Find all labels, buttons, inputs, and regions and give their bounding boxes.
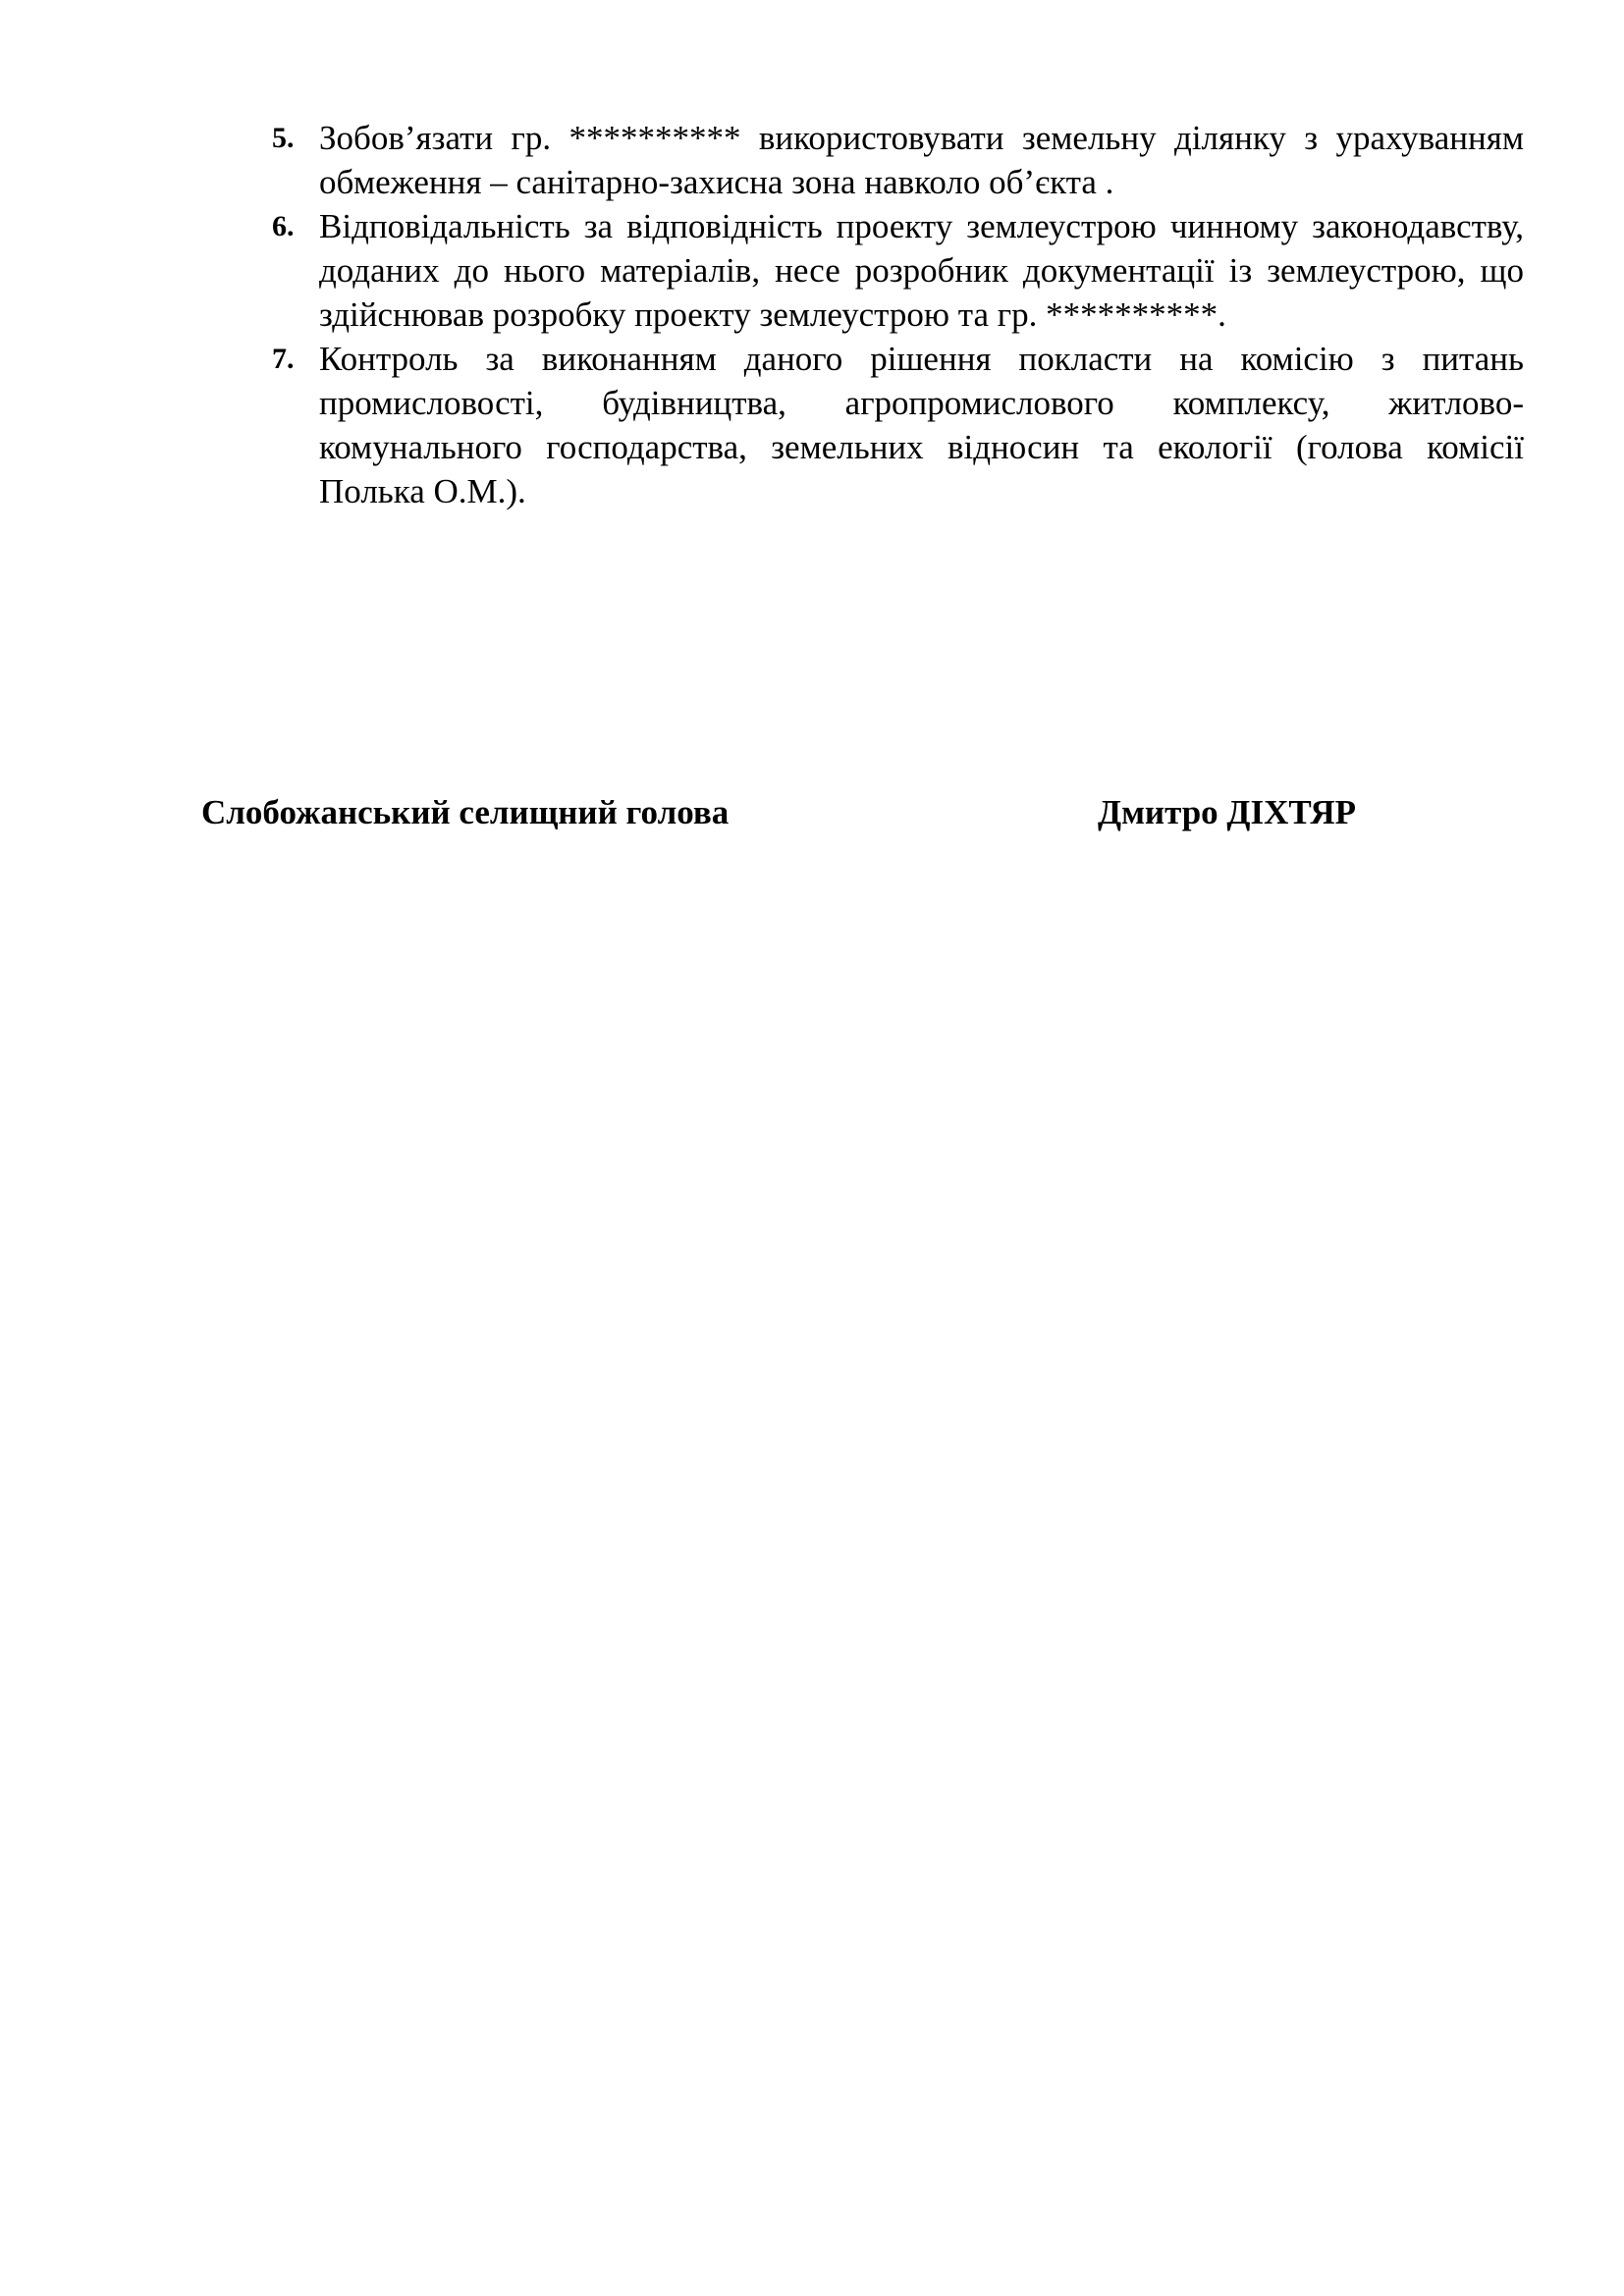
decision-item-7 — [265, 337, 1524, 513]
decision-item-6 — [265, 204, 1524, 337]
item-number: 7. — [272, 343, 295, 375]
item-text: Відповідальність за відповідність проекту землеустрою чинному законодавству, доданих до нього матеріалів, несе розробник документації із землеустрою, що здійснював розробку проекту землеустрою та гр. **********. — [319, 207, 1524, 334]
item-text: Зобов’язати гр. ********** використовувати земельну ділянку з урахуванням обмеження – санітарно-захисна зона навколо об’єкта . — [319, 119, 1524, 201]
item-number: 5. — [272, 122, 295, 154]
decision-item-5 — [265, 116, 1524, 204]
item-number: 6. — [272, 210, 295, 242]
item-text: Контроль за виконанням даного рішення покласти на комісію з питань промисловості, будівництва, агропромислового комплексу, житлово-комунального господарства, земельних відносин та екології (голова комісії Полька О.М.). — [319, 340, 1524, 510]
signatory-title: Слобожанський селищний голова — [201, 793, 730, 831]
decision-items-list — [265, 116, 1524, 513]
signatory-name: Дмитро ДІХТЯР — [1098, 793, 1357, 831]
